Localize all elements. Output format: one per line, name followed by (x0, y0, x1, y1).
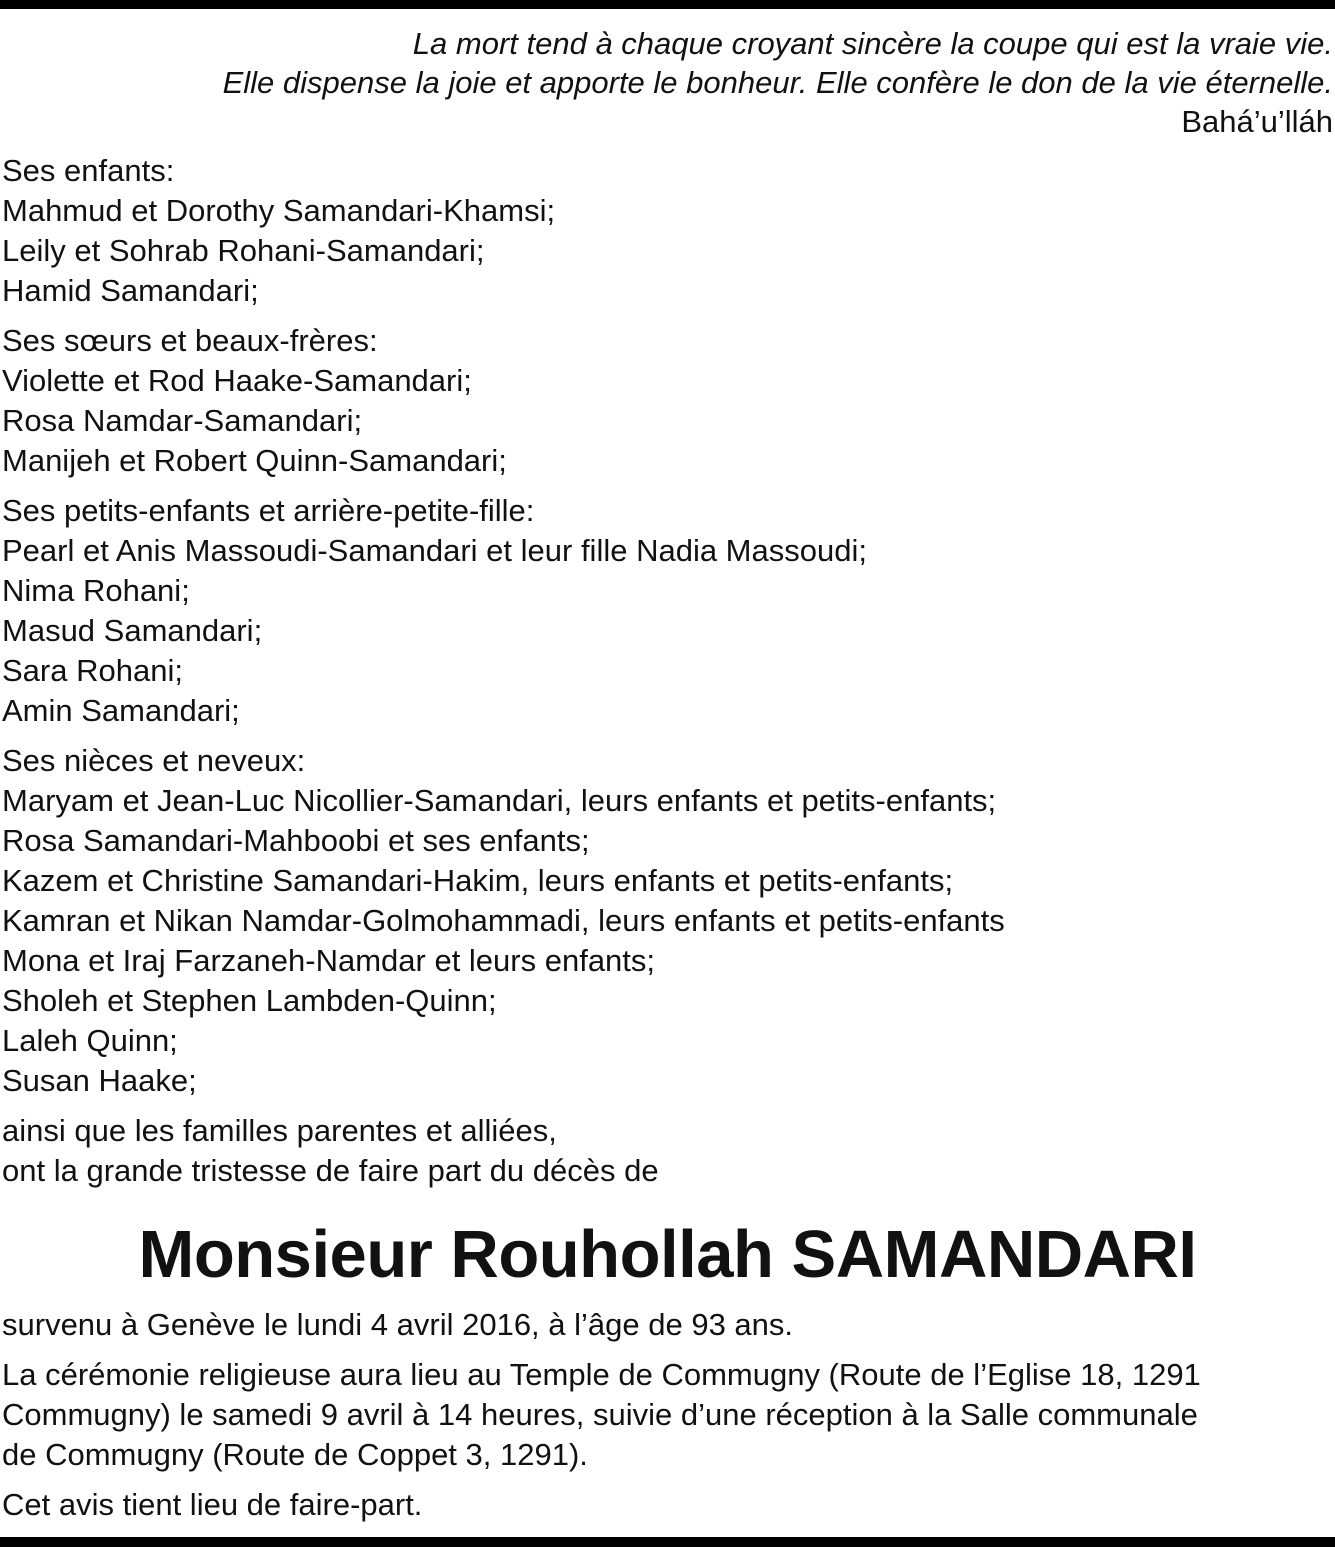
group-heading: Ses enfants: (2, 153, 175, 188)
announcement-text (2, 1111, 1333, 1191)
family-member: Rosa Namdar-Samandari; (2, 403, 363, 438)
family-member: Sara Rohani; (2, 653, 183, 688)
family-member: Pearl et Anis Massoudi-Samandari et leur fille Nadia Massoudi; (2, 533, 867, 568)
quote-line-2: Elle dispense la joie et apporte le bonheur. Elle confère le don de la vie éternelle. (222, 65, 1333, 100)
family-member: Kamran et Nikan Namdar-Golmohammadi, leurs enfants et petits-enfants (2, 903, 1005, 938)
family-member: Mona et Iraj Farzaneh-Namdar et leurs enfants; (2, 943, 656, 978)
announcement-line-2: ont la grande tristesse de faire part du décès de (2, 1153, 659, 1188)
epigraph-quote (2, 24, 1333, 141)
deceased-name: Monsieur Rouhollah SAMANDARI (138, 1217, 1197, 1292)
top-border-rule (0, 0, 1335, 9)
family-member: Violette et Rod Haake-Samandari; (2, 363, 472, 398)
closing-note (2, 1485, 1333, 1525)
family-group-children (2, 151, 1333, 311)
death-notice (2, 1305, 1333, 1345)
ceremony-details (2, 1355, 1333, 1475)
family-member: Manijeh et Robert Quinn-Samandari; (2, 443, 507, 478)
family-group-nieces-nephews (2, 741, 1333, 1101)
family-member: Sholeh et Stephen Lambden-Quinn; (2, 983, 497, 1018)
quote-author: Bahá’u’lláh (1181, 104, 1333, 139)
ceremony-line-3: de Commugny (Route de Coppet 3, 1291). (2, 1437, 588, 1472)
family-member: Maryam et Jean-Luc Nicollier-Samandari, leurs enfants et petits-enfants; (2, 783, 997, 818)
quote-line-1: La mort tend à chaque croyant sincère la coupe qui est la vraie vie. (412, 26, 1333, 61)
family-member: Susan Haake; (2, 1063, 197, 1098)
obituary-notice (2, 24, 1333, 1525)
family-member: Hamid Samandari; (2, 273, 259, 308)
family-member: Nima Rohani; (2, 573, 190, 608)
family-member: Leily et Sohrab Rohani-Samandari; (2, 233, 485, 268)
bottom-border-rule (0, 1537, 1335, 1547)
group-heading: Ses sœurs et beaux-frères: (2, 323, 378, 358)
death-notice-text: survenu à Genève le lundi 4 avril 2016, à l’âge de 93 ans. (2, 1307, 794, 1342)
family-member: Rosa Samandari-Mahboobi et ses enfants; (2, 823, 590, 858)
family-group-siblings (2, 321, 1333, 481)
family-member: Mahmud et Dorothy Samandari-Khamsi; (2, 193, 556, 228)
family-member: Laleh Quinn; (2, 1023, 178, 1058)
closing-text: Cet avis tient lieu de faire-part. (2, 1487, 423, 1522)
group-heading: Ses petits-enfants et arrière-petite-fille: (2, 493, 535, 528)
group-heading: Ses nièces et neveux: (2, 743, 306, 778)
family-group-grandchildren (2, 491, 1333, 731)
announcement-line-1: ainsi que les familles parentes et alliées, (2, 1113, 557, 1148)
ceremony-line-2: Commugny) le samedi 9 avril à 14 heures, suivie d’une réception à la Salle communale (2, 1397, 1198, 1432)
family-member: Masud Samandari; (2, 613, 263, 648)
ceremony-line-1: La cérémonie religieuse aura lieu au Temple de Commugny (Route de l’Eglise 18, 1291 (2, 1357, 1201, 1392)
family-member: Amin Samandari; (2, 693, 240, 728)
family-member: Kazem et Christine Samandari-Hakim, leurs enfants et petits-enfants; (2, 863, 954, 898)
